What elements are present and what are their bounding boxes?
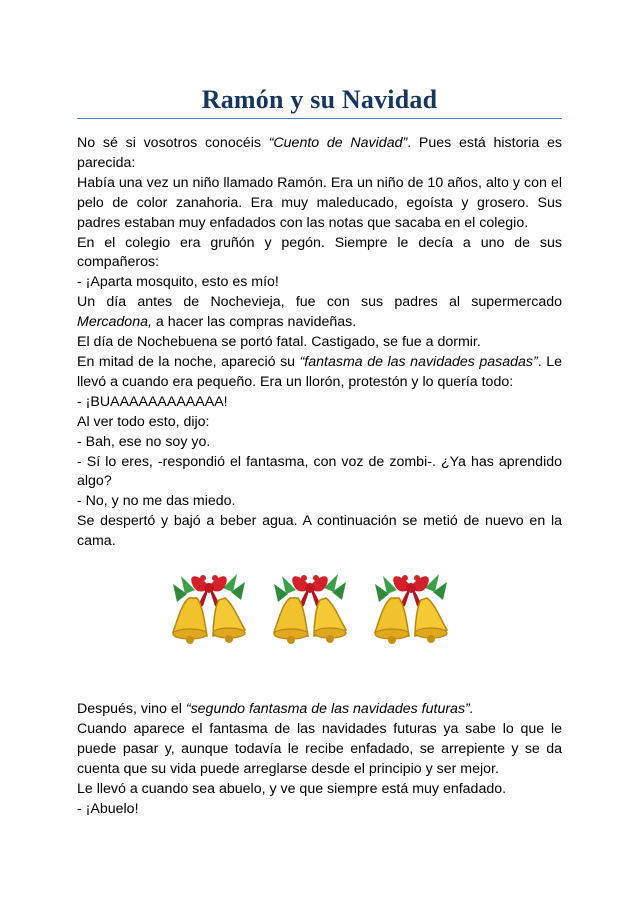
paragraph-1-italic: “Cuento de Navidad” — [268, 135, 408, 151]
paragraph-9: Al ver todo esto, dijo: — [77, 413, 210, 430]
paragraph-14-text-a: Después, vino el — [77, 701, 186, 717]
christmas-bells-icon — [369, 564, 453, 650]
paragraph-11: - Sí lo eres, -respondió el fantasma, con voz de zombi-. ¿Ya has aprendido algo? — [77, 453, 562, 490]
paragraph-1 — [77, 134, 562, 174]
paragraph-10: - Bah, ese no soy yo. — [77, 433, 211, 450]
paragraph-6: El día de Nochebuena se portó fatal. Castigado, se fue a dormir. — [77, 334, 481, 351]
christmas-bells-row — [167, 564, 453, 650]
paragraph-3: En el colegio era gruñón y pegón. Siempre le decía a uno de sus compañeros: — [77, 234, 562, 271]
paragraph-5-text-a: Un día antes de Nochevieja, fue con sus padres al supermercado — [77, 294, 562, 311]
document-title: Ramón y su Navidad — [201, 85, 438, 114]
paragraph-8: - ¡BUAAAAAAAAAAAA! — [77, 393, 228, 410]
paragraph-14-italic: “segundo fantasma de las navidades futuras”. — [185, 701, 474, 717]
paragraph-7-italic: “fantasma de las navidades pasadas” — [299, 353, 538, 370]
paragraph-13: Se despertó y bajó a beber agua. A continuación se metió de nuevo en la cama. — [77, 513, 562, 550]
title-underline — [77, 82, 562, 119]
story-body-bottom — [77, 700, 562, 819]
paragraph-7-text-a: En mitad de la noche, apareció su — [77, 353, 300, 370]
paragraph-15: Cuando aparece el fantasma de las navidades futuras ya sabe lo que le puede pasar y, aunque todavía le recibe enfadado, se arrepiente y se da cuenta que su vida puede arreglarse desde el principio y ser mejor. — [77, 720, 562, 777]
christmas-bells-icon — [167, 564, 251, 650]
paragraph-7-text-b: . Le llevó a cuando era pequeño. Era un llorón, protestón y lo quería todo: — [77, 353, 563, 390]
paragraph-5 — [77, 293, 562, 333]
paragraph-7 — [77, 353, 562, 393]
paragraph-17: - ¡Abuelo! — [77, 800, 139, 817]
paragraph-1-text-a: No sé si vosotros conocéis — [77, 135, 269, 151]
paragraph-12: - No, y no me das miedo. — [77, 493, 236, 510]
paragraph-2: Había una vez un niño llamado Ramón. Era un niño de 10 años, alto y con el pelo de color zanahoria. Era muy maleducado, egoísta y grosero. Sus padres estaban muy enfadados con las notas que sacaba en el colegio. — [77, 174, 562, 231]
christmas-bells-icon — [268, 564, 352, 650]
paragraph-14 — [77, 700, 562, 720]
paragraph-5-italic: Mercadona, — [77, 314, 152, 331]
story-body-top — [77, 134, 562, 650]
paragraph-16: Le llevó a cuando sea abuelo, y ve que siempre está muy enfadado. — [77, 780, 507, 797]
paragraph-1-text-b: . Pues está historia es parecida: — [77, 135, 562, 171]
paragraph-5-text-b: a hacer las compras navideñas. — [151, 314, 357, 331]
paragraph-4: - ¡Aparta mosquito, esto es mío! — [77, 274, 279, 291]
